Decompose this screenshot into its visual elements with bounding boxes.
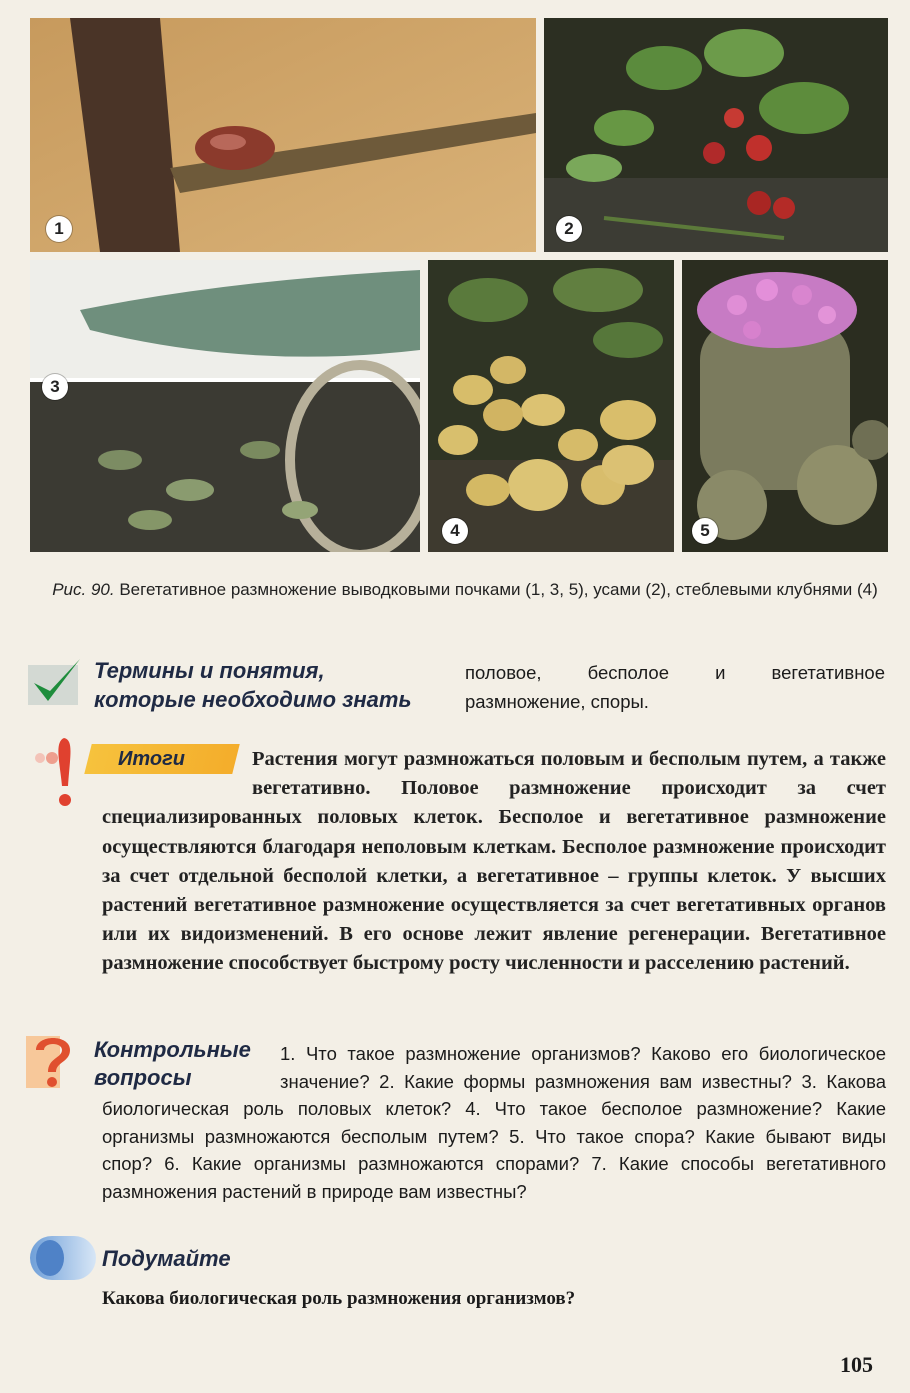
checkmark-icon — [28, 657, 84, 711]
summary-text-block — [102, 745, 886, 979]
figure-caption — [40, 578, 890, 602]
photo-1-image — [30, 18, 536, 252]
photo-1-brood-bud — [30, 18, 536, 252]
question-mark-icon — [26, 1032, 78, 1090]
questions-title-line1: Контрольные — [94, 1037, 251, 1062]
photo-4-potato — [428, 260, 674, 552]
photo-2-number: 2 — [556, 216, 582, 242]
summary-label: Итоги — [118, 748, 186, 770]
photo-5-number: 5 — [692, 518, 718, 544]
think-pill-icon — [30, 1236, 96, 1280]
photo-3-image — [30, 260, 420, 552]
think-title: Подумайте — [102, 1246, 231, 1271]
questions-text-block — [102, 1040, 886, 1206]
terms-text: половое, бесполое и вегетативное размножение, споры. — [465, 662, 885, 712]
questions-title-line2: вопросы — [94, 1065, 192, 1090]
photo-5-image — [682, 260, 888, 552]
photo-5-cactus — [682, 260, 888, 552]
think-text: Какова биологическая роль размножения организмов? — [102, 1288, 576, 1309]
page-number: 105 — [840, 1352, 873, 1377]
photo-4-image — [428, 260, 674, 552]
photo-1-number: 1 — [46, 216, 72, 242]
questions-text: 1. Что такое размножение организмов? Каково его биологическое значение? 2. Какие формы размножения вам известны? 3. Какова биологическая роль половых клеток? 4. Что такое бесполое размножение? Какие организмы размножаются бесполым путем? 5. Что такое спора? Какие бывают виды спор? 6. Какие организмы размножаются спорами? 7. Какие способы вегетативного размножения растений в природе вам известны? — [102, 1043, 886, 1202]
photo-2-image — [544, 18, 888, 252]
summary-text: Растения могут размножаться половым и бесполым путем, а также вегетативно. Половое размножение происходит за счет специализированных половых клеток. Бесполое и вегетативное размножение осуществляются благодаря неполовым клеткам. Бесполое размножение происходит за счет отдельной бесполой клетки, а вегетативное – группы клеток. У высших растений вегетативное размножение осуществляется за счет вегетативных органов или их видоизменений. В его основе лежит явление регенерации. Вегетативное размножение способствует быстрому росту численности и расселению растений. — [102, 748, 886, 975]
terms-title-line1: Термины и понятия, — [94, 658, 325, 683]
terms-title-line2: которые необходимо знать — [94, 687, 412, 712]
photo-2-strawberry — [544, 18, 888, 252]
photo-3-leaf-plantlets — [30, 260, 420, 552]
exclamation-icon — [34, 736, 94, 816]
photo-4-number: 4 — [442, 518, 468, 544]
terms-title — [94, 656, 464, 714]
figure-caption-label: Рис. 90. — [52, 580, 115, 599]
photo-3-number: 3 — [42, 374, 68, 400]
figure-caption-text: Вегетативное размножение выводковыми почками (1, 3, 5), усами (2), стеблевыми клубнями (4) — [114, 580, 878, 599]
